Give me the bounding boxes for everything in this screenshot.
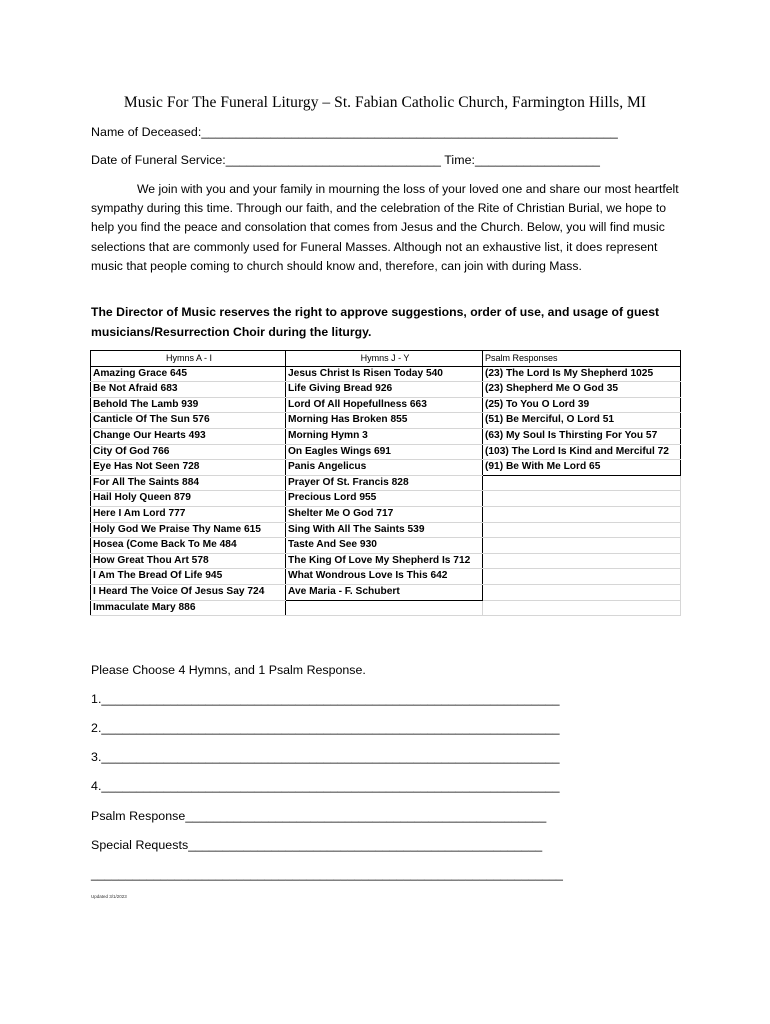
table-header-row [91, 351, 681, 367]
music-selection-table [90, 350, 681, 616]
table-row [91, 569, 681, 585]
hymn-choice-3-field[interactable]: 3.__________________________________________________________________ [91, 750, 560, 764]
psalm-response-cell [483, 600, 681, 616]
hymn-a-i-cell: City Of God 766 [91, 444, 286, 460]
table-row [91, 413, 681, 429]
deceased-name-field[interactable]: Name of Deceased:____________________________________________________________ [91, 125, 618, 139]
hymn-j-y-cell: What Wondrous Love Is This 642 [286, 569, 483, 585]
psalm-response-cell: (91) Be With Me Lord 65 [483, 460, 681, 476]
form-title: Music For The Funeral Liturgy – St. Fabian Catholic Church, Farmington Hills, MI [123, 94, 647, 111]
table-row [91, 522, 681, 538]
table-row [91, 366, 681, 382]
table-row [91, 553, 681, 569]
hymn-a-i-cell: Change Our Hearts 493 [91, 428, 286, 444]
hymn-j-y-cell: Life Giving Bread 926 [286, 382, 483, 398]
hymn-j-y-cell: Taste And See 930 [286, 538, 483, 554]
table-row [91, 491, 681, 507]
hymn-a-i-cell: I Am The Bread Of Life 945 [91, 569, 286, 585]
hymn-a-i-cell: I Heard The Voice Of Jesus Say 724 [91, 584, 286, 600]
special-requests-field[interactable]: Special Requests___________________________________________________ [91, 838, 543, 852]
psalm-response-cell [483, 491, 681, 507]
table-row [91, 397, 681, 413]
table-row [91, 460, 681, 476]
psalm-response-cell: (51) Be Merciful, O Lord 51 [483, 413, 681, 429]
intro-paragraph: We join with you and your family in mourning the loss of your loved one and share our most heartfelt sympathy during this time. Through our faith, and the celebration of the Rite of Christian Burial, we hope to help you find the peace and consolation that comes from Jesus and the Church. Below, you will find music selections that are commonly used for Funeral Masses. Although not an exhaustive list, it does represent music that people coming to church should know and, therefore, can join with during Mass. [91, 182, 679, 273]
hymn-a-i-cell: Behold The Lamb 939 [91, 397, 286, 413]
psalm-response-cell [483, 522, 681, 538]
hymn-choice-4-field[interactable]: 4.__________________________________________________________________ [91, 779, 560, 793]
hymn-choice-1-field[interactable]: 1.__________________________________________________________________ [91, 692, 560, 706]
hymn-j-y-cell: Lord Of All Hopefullness 663 [286, 397, 483, 413]
header-psalm-responses: Psalm Responses [483, 351, 681, 367]
table-row [91, 444, 681, 460]
hymn-choice-2-field[interactable]: 2.__________________________________________________________________ [91, 721, 560, 735]
hymn-j-y-cell: Panis Angelicus [286, 460, 483, 476]
hymn-a-i-cell: Eye Has Not Seen 728 [91, 460, 286, 476]
psalm-response-cell [483, 584, 681, 600]
table-row [91, 600, 681, 616]
updated-note: Updated 3/1/2023 [91, 894, 127, 899]
hymn-a-i-cell: For All The Saints 884 [91, 475, 286, 491]
hymn-a-i-cell: Hosea (Come Back To Me 484 [91, 538, 286, 554]
special-requests-extra-line[interactable]: ____________________________________________________________________ [91, 867, 563, 881]
psalm-response-cell: (23) The Lord Is My Shepherd 1025 [483, 366, 681, 382]
hymn-j-y-cell: Sing With All The Saints 539 [286, 522, 483, 538]
director-note: The Director of Music reserves the right to approve suggestions, order of use, and usage of guest musicians/Resurrection Choir during the liturgy. [91, 305, 660, 339]
hymn-j-y-cell: Jesus Christ Is Risen Today 540 [286, 366, 483, 382]
header-hymns-j-y: Hymns J - Y [286, 351, 483, 367]
table-row [91, 506, 681, 522]
hymn-a-i-cell: Canticle Of The Sun 576 [91, 413, 286, 429]
hymn-j-y-cell: The King Of Love My Shepherd Is 712 [286, 553, 483, 569]
hymn-a-i-cell: Here I Am Lord 777 [91, 506, 286, 522]
psalm-response-cell: (103) The Lord Is Kind and Merciful 72 [483, 444, 681, 460]
hymn-j-y-cell: Morning Hymn 3 [286, 428, 483, 444]
hymn-j-y-cell [286, 600, 483, 616]
hymn-a-i-cell: Holy God We Praise Thy Name 615 [91, 522, 286, 538]
psalm-response-cell [483, 475, 681, 491]
hymn-j-y-cell: Morning Has Broken 855 [286, 413, 483, 429]
hymn-a-i-cell: Hail Holy Queen 879 [91, 491, 286, 507]
psalm-response-cell [483, 506, 681, 522]
service-date-time-field[interactable]: Date of Funeral Service:_______________________________ Time:__________________ [91, 153, 600, 167]
hymn-j-y-cell: Ave Maria - F. Schubert [286, 584, 483, 600]
psalm-response-field[interactable]: Psalm Response____________________________________________________ [91, 809, 547, 823]
hymn-a-i-cell: Be Not Afraid 683 [91, 382, 286, 398]
hymn-j-y-cell: Precious Lord 955 [286, 491, 483, 507]
table-row [91, 584, 681, 600]
header-hymns-a-i: Hymns A - I [91, 351, 286, 367]
psalm-response-cell: (23) Shepherd Me O God 35 [483, 382, 681, 398]
table-row [91, 382, 681, 398]
choose-instruction: Please Choose 4 Hymns, and 1 Psalm Response. [91, 663, 366, 677]
table-row [91, 538, 681, 554]
psalm-response-cell [483, 553, 681, 569]
psalm-response-cell [483, 538, 681, 554]
hymn-a-i-cell: How Great Thou Art 578 [91, 553, 286, 569]
hymn-j-y-cell: Shelter Me O God 717 [286, 506, 483, 522]
psalm-response-cell [483, 569, 681, 585]
hymn-j-y-cell: Prayer Of St. Francis 828 [286, 475, 483, 491]
psalm-response-cell: (25) To You O Lord 39 [483, 397, 681, 413]
hymn-a-i-cell: Immaculate Mary 886 [91, 600, 286, 616]
psalm-response-cell: (63) My Soul Is Thirsting For You 57 [483, 428, 681, 444]
table-row [91, 475, 681, 491]
hymn-j-y-cell: On Eagles Wings 691 [286, 444, 483, 460]
table-row [91, 428, 681, 444]
hymn-a-i-cell: Amazing Grace 645 [91, 366, 286, 382]
